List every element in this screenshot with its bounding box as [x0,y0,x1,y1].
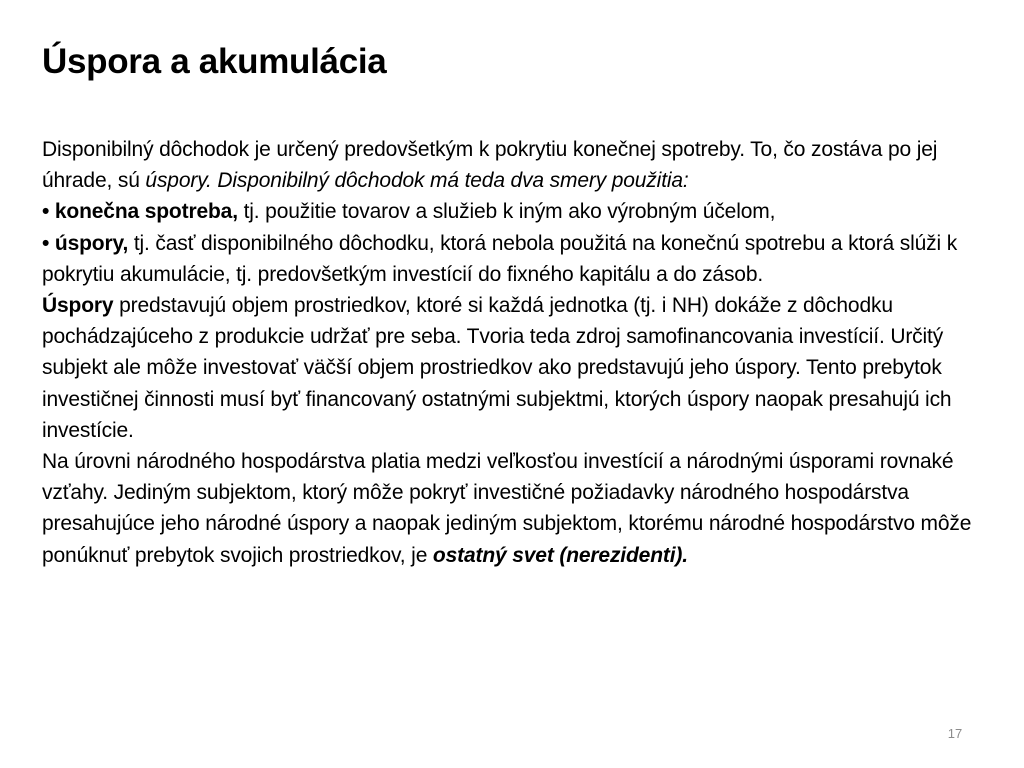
savings-text: predstavujú objem prostriedkov, ktoré si každá jednotka (tj. i NH) dokáže z dôchodku pochádzajúceho z produkcie udržať pre seba. Tvoria teda zdroj samofinancovania investícií. Určitý subjekt ale môže investovať väčší objem prostriedkov ako predstavujú jeho úspory. Tento prebytok investičnej činnosti musí byť financovaný ostatnými subjektmi, ktorých úspory naopak presahujú ich investície. [42,294,952,442]
intro-paragraph [42,134,992,196]
slide-body [42,134,992,571]
slide-title: Úspora a akumulácia [42,42,387,81]
bullet-marker: • [42,231,50,255]
intro-text: Disponibilný dôchodok je určený predovšetkým k pokrytiu konečnej spotreby. To, čo zostáva po jej úhrade, sú [42,138,938,193]
intro-italic-text: úspory. Disponibilný dôchodok má teda dva smery použitia: [145,169,689,193]
page-number: 17 [947,726,963,741]
bullet-item-final-consumption [42,196,992,227]
bullet-item-savings [42,228,992,290]
national-economy-text: Na úrovni národného hospodárstva platia medzi veľkosťou investícií a národnými úsporami rovnaké vzťahy. Jediným subjektom, ktorý môže pokryť investičné požiadavky národného hospodárstva presahujúce jeho národné úspory a naopak jediným subjektom, ktorému národné hospodárstvo môže ponúknuť prebytok svojich prostriedkov, je [42,450,972,567]
bullet-marker: • [42,200,50,224]
bullet-text-savings: tj. časť disponibilného dôchodku, ktorá nebola použitá na konečnú spotrebu a ktorá slúži k pokrytiu akumulácie, tj. predovšetkým investícií do fixného kapitálu a do zásob. [42,231,958,286]
bullet-term-final-consumption: konečna spotreba, [49,200,238,224]
savings-paragraph [42,290,992,446]
bullet-term-savings: úspory, [49,231,129,255]
rest-of-world-term: ostatný svet (nerezidenti). [432,543,688,567]
national-economy-paragraph [42,446,992,571]
bullet-text-final-consumption: tj. použitie tovarov a služieb k iným ako výrobným účelom, [237,200,776,224]
savings-term: Úspory [42,294,114,318]
